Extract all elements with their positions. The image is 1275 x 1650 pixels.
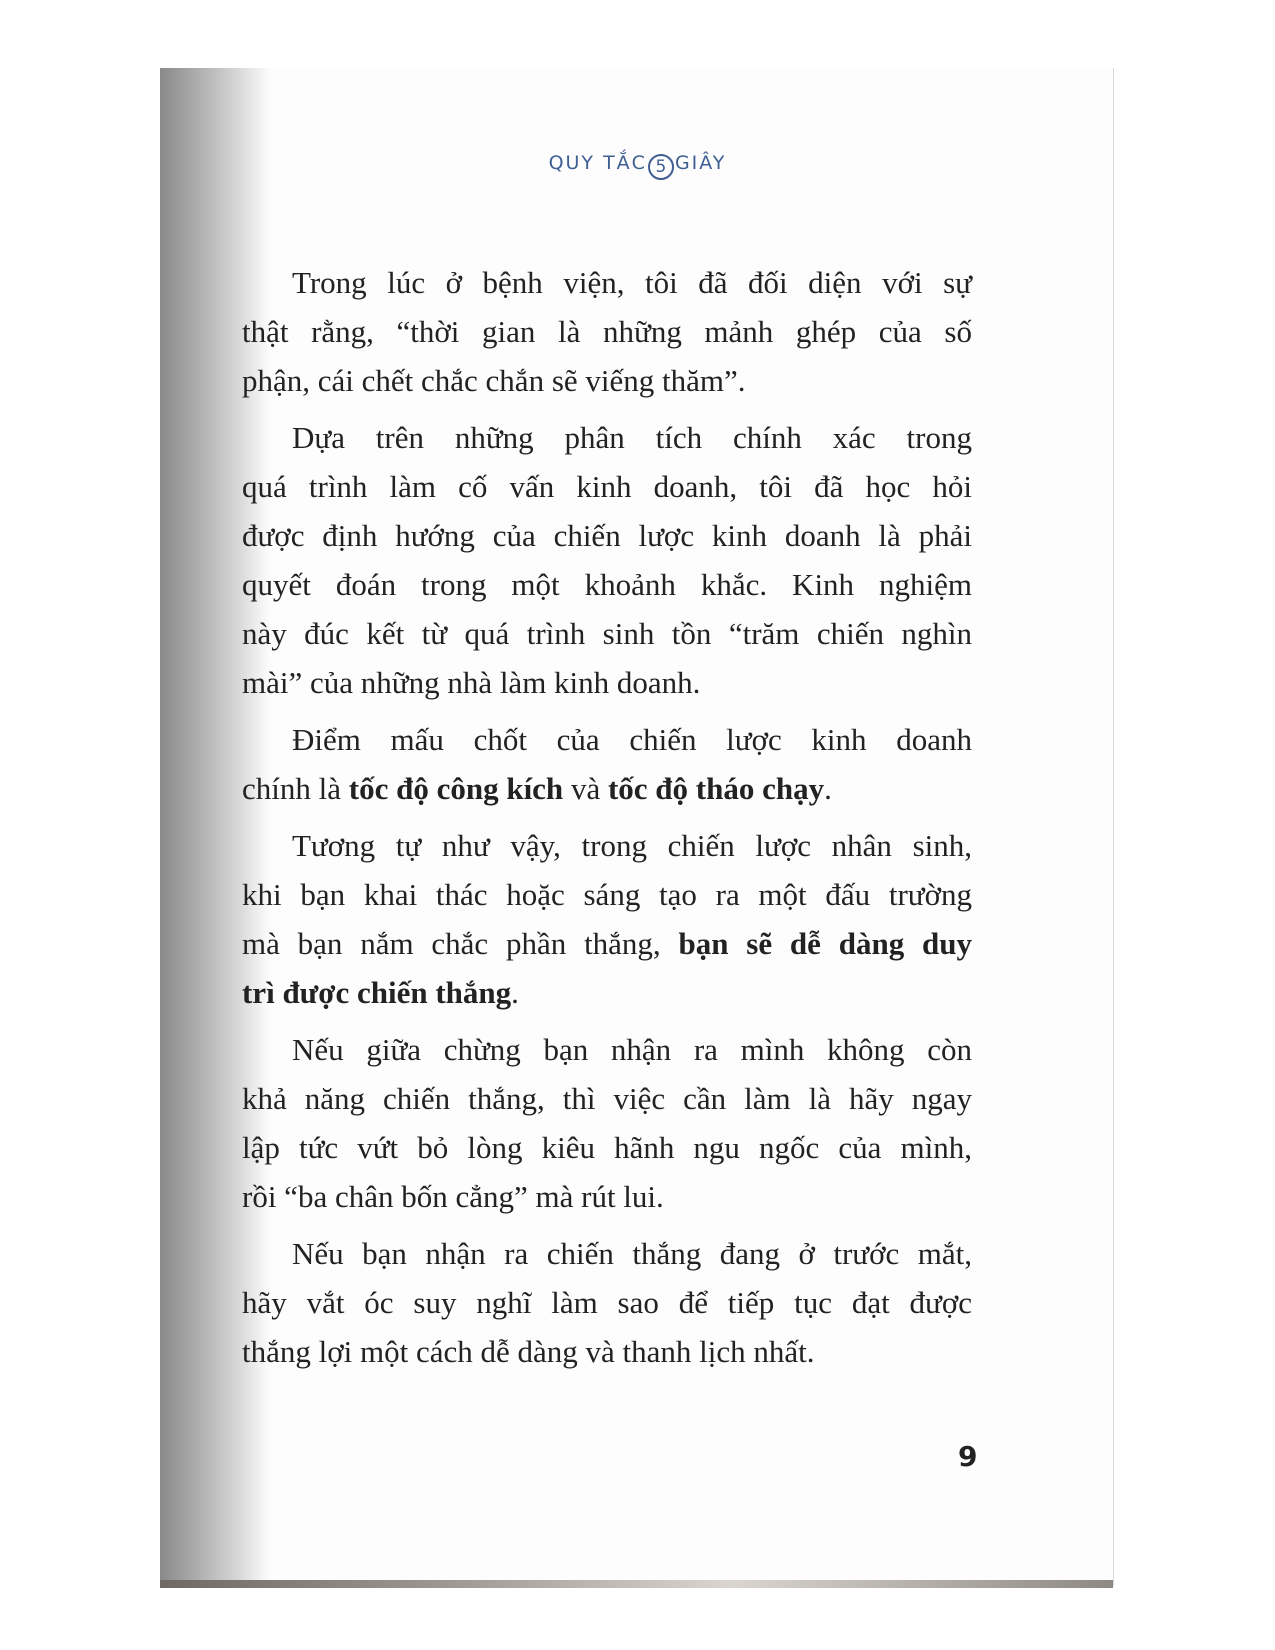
header-title-right: GIÂY [674, 152, 727, 174]
text-line [242, 307, 972, 356]
text-segment: quá trình làm cố vấn kinh doanh, tôi đã học hỏi [242, 469, 972, 504]
paragraph [242, 258, 972, 405]
text-segment: thắng lợi một cách dễ dàng và thanh lịch nhất. [242, 1334, 815, 1369]
paragraph [242, 1025, 972, 1221]
text-segment: Tương tự như vậy, trong chiến lược nhân sinh, [292, 828, 972, 863]
bold-text: trì được chiến thắng [242, 975, 512, 1010]
text-segment: hãy vắt óc suy nghĩ làm sao để tiếp tục đạt được [242, 1285, 972, 1320]
text-segment: khả năng chiến thắng, thì việc cần làm là hãy ngay [242, 1081, 972, 1116]
text-segment: Nếu giữa chừng bạn nhận ra mình không còn [292, 1032, 972, 1067]
text-segment: Dựa trên những phân tích chính xác trong [292, 420, 972, 455]
text-line [242, 968, 972, 1017]
header-title-left: QUY TẮC [548, 152, 647, 174]
text-line [242, 462, 972, 511]
paragraph [242, 413, 972, 707]
text-line [242, 1074, 972, 1123]
text-line [242, 870, 972, 919]
bold-text: tốc độ tháo chạy [607, 771, 825, 806]
stopwatch-five-icon: 5 [648, 154, 674, 180]
text-line [242, 1229, 972, 1278]
text-segment: Điểm mấu chốt của chiến lược kinh doanh [292, 722, 972, 757]
paragraph [242, 1229, 972, 1376]
text-segment: chính là [242, 771, 349, 806]
running-header [0, 152, 1275, 180]
text-line [242, 258, 972, 307]
text-segment: phận, cái chết chắc chắn sẽ viếng thăm”. [242, 363, 746, 398]
text-segment: rồi “ba chân bốn cẳng” mà rút lui. [242, 1179, 664, 1214]
text-segment: mà bạn nắm chắc phần thắng, [242, 926, 679, 961]
text-line [242, 658, 972, 707]
text-line [242, 1278, 972, 1327]
text-segment: này đúc kết từ quá trình sinh tồn “trăm chiến nghìn [242, 616, 972, 651]
text-line [242, 356, 972, 405]
text-segment: lập tức vứt bỏ lòng kiêu hãnh ngu ngốc của mình, [242, 1130, 972, 1165]
bold-text: bạn sẽ dễ dàng duy [678, 926, 972, 961]
text-segment: được định hướng của chiến lược kinh doanh là phải [242, 518, 972, 553]
text-line [242, 511, 972, 560]
paragraph [242, 821, 972, 1017]
text-segment: Nếu bạn nhận ra chiến thắng đang ở trước mắt, [292, 1236, 972, 1271]
text-line [242, 1123, 972, 1172]
text-line [242, 1327, 972, 1376]
text-line [242, 715, 972, 764]
text-line [242, 821, 972, 870]
text-line [242, 413, 972, 462]
text-line [242, 764, 972, 813]
text-segment: . [824, 771, 832, 806]
page-number: 9 [958, 1440, 978, 1473]
body-text [242, 258, 972, 1384]
text-segment: . [511, 975, 519, 1010]
text-segment: thật rằng, “thời gian là những mảnh ghép của số [242, 314, 972, 349]
text-segment: khi bạn khai thác hoặc sáng tạo ra một đấu trường [242, 877, 972, 912]
text-segment: mài” của những nhà làm kinh doanh. [242, 665, 701, 700]
text-line [242, 560, 972, 609]
text-line [242, 1172, 972, 1221]
paragraph [242, 715, 972, 813]
page-bottom-edge [160, 1580, 1113, 1588]
text-segment: Trong lúc ở bệnh viện, tôi đã đối diện với sự [292, 265, 972, 300]
text-line [242, 919, 972, 968]
text-segment: và [563, 771, 608, 806]
bold-text: tốc độ công kích [348, 771, 564, 806]
text-line [242, 1025, 972, 1074]
text-line [242, 609, 972, 658]
text-segment: quyết đoán trong một khoảnh khắc. Kinh nghiệm [242, 567, 972, 602]
